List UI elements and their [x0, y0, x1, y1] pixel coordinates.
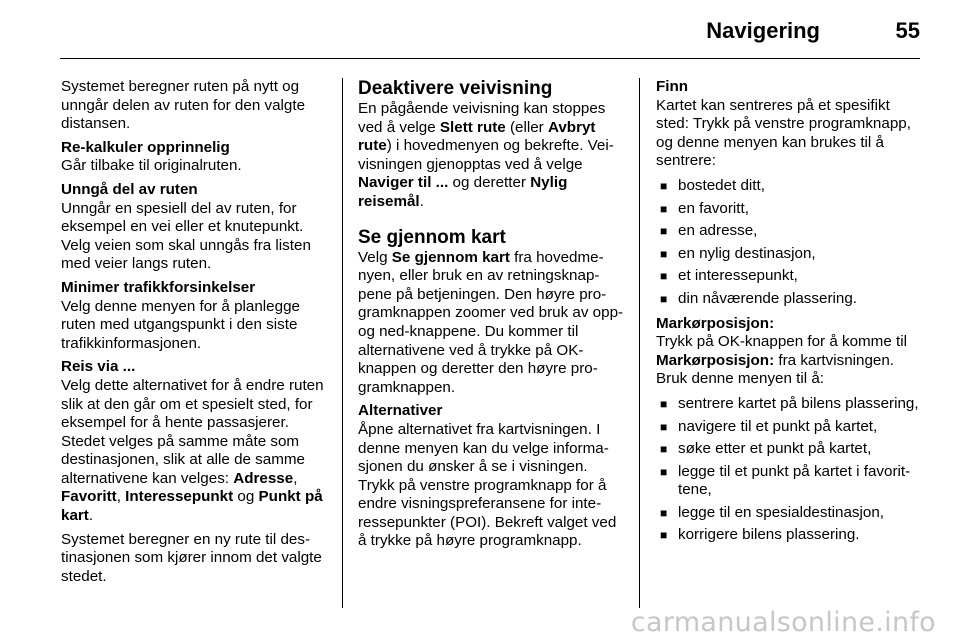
column-divider	[342, 78, 343, 608]
section-heading: Markørposisjon:	[656, 314, 775, 332]
list-item: ■ sentrere kartet på bilens plassering,	[656, 395, 924, 414]
body-paragraph: Unngår en spesiell del av ruten, for eksempel en vei eller et knutepunkt. Velg veien som skal unngås fra listen med veier langs ruten.	[61, 199, 311, 273]
intro-paragraph: Systemet beregner ruten på nytt og unngår delen av ruten for den valgte distansen.	[61, 78, 306, 133]
list-item: ■ en favoritt,	[656, 200, 924, 219]
section-heading: Re-kalkuler opprinnelig	[61, 138, 230, 156]
body-paragraph: Går tilbake til originalruten.	[61, 157, 242, 175]
list-item: ■ bostedet ditt,	[656, 177, 924, 196]
find-list	[656, 177, 924, 309]
page-number: 55	[895, 18, 920, 43]
column-middle	[358, 78, 624, 556]
body-paragraph: Åpne alternativet fra kartvisningen. I denne menyen kan du velge informasjonen du ønsker å se i visningen. Trykk på venstre programknapp for å endre visningspreferansene for interessepunkter (POI). Bekreft valget ved å trykke på høyre programknapp.	[358, 420, 617, 550]
header-rule	[60, 58, 920, 59]
section-heading-large: Se gjennom kart	[358, 226, 506, 248]
list-item: ■ en nylig destinasjon,	[656, 245, 924, 264]
section-heading-large: Deaktivere veivisning	[358, 78, 553, 99]
list-item: ■ legge til et punkt på kartet i favorittene,	[656, 463, 924, 500]
cursor-list	[656, 395, 924, 545]
section-heading: Unngå del av ruten	[61, 180, 198, 198]
body-paragraph: Trykk på OK-knappen for å komme til Markørposisjon: fra kartvisningen.	[656, 333, 907, 369]
body-paragraph: Systemet beregner en ny rute til destinasjonen som kjører innom det valgte stedet.	[61, 530, 322, 585]
column-divider	[639, 78, 640, 608]
page-title: Navigering	[706, 18, 820, 43]
column-right	[656, 78, 924, 549]
body-paragraph: Kartet kan sentreres på et spesifikt sted: Trykk på venstre programknapp, og denne menyen kan brukes til å sentrere:	[656, 96, 911, 170]
list-item: ■ et interessepunkt,	[656, 267, 924, 286]
list-item: ■ din nåværende plassering.	[656, 290, 924, 309]
section-heading: Reis via ...	[61, 358, 136, 376]
section-heading: Finn	[656, 78, 689, 95]
body-paragraph: Velg dette alternativet for å endre ruten slik at den går om et spesielt sted, for eksempel for å hente passasjerer. Stedet velges på samme måte som destinasjonen, slik at alle de samme alternativene kan velges: Adresse, Favoritt, Interessepunkt og Punkt på kart.	[61, 376, 324, 525]
watermark: carmanualsonline.info	[630, 607, 936, 638]
list-item: ■ søke etter et punkt på kartet,	[656, 440, 924, 459]
list-item: ■ navigere til et punkt på kartet,	[656, 418, 924, 437]
body-paragraph: Velg Se gjennom kart fra hovedmenyen, eller bruk en av retningsknappene på betjeningen. Den høyre programknappen zoomer ved bruk av opp- og ned-knappene. Du kommer til alternativene ved å trykke på OK-knappen og deretter den høyre programknappen.	[358, 248, 624, 396]
body-paragraph: En pågående veivisning kan stoppes ved å velge Slett rute (eller Avbryt rute) i hovedmenyen og bekrefte. Veivisningen gjenopptas ved å velge Naviger til ... og deretter Nylig reisemål.	[358, 100, 614, 210]
section-heading: Alternativer	[358, 402, 443, 420]
body-paragraph: Velg denne menyen for å planlegge ruten med utgangspunkt i den siste trafikkinformasjonen.	[61, 297, 300, 352]
section-heading: Minimer trafikkforsinkelser	[61, 278, 256, 296]
column-left	[61, 78, 325, 591]
list-item: ■ en adresse,	[656, 222, 924, 241]
list-item: ■ legge til en spesialdestinasjon,	[656, 504, 924, 523]
body-paragraph: Bruk denne menyen til å:	[656, 370, 825, 388]
list-item: ■ korrigere bilens plassering.	[656, 526, 924, 545]
